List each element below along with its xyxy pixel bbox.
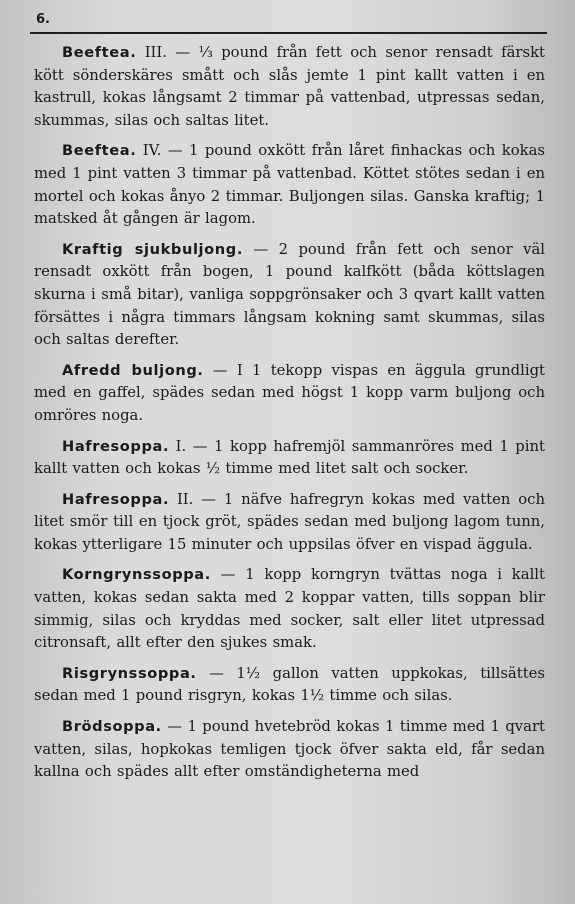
recipe-text: III. — ⅓ pound från fett och senor rensadt färskt kött sönderskäres smått och slås jemte 1 pint kallt vatten i en kastrull, kokas långsamt 2 timmar på vattenbad, utpressas sedan, skummas, silas och saltas litet. (34, 44, 545, 129)
recipe-paragraph (34, 489, 545, 557)
recipe-paragraph (34, 140, 545, 230)
recipe-text: II. — 1 näfve hafregryn kokas med vatten och litet smör till en tjock gröt, spädes sedan med buljong lagom tunn, kokas ytterligare 15 minuter och uppsilas öfver en vispad äggula. (34, 490, 545, 553)
recipe-paragraph (34, 42, 545, 132)
recipe-title: Beeftea. (62, 44, 137, 61)
recipe-paragraph (34, 360, 545, 428)
recipe-title: Kraftig sjukbuljong. (62, 240, 243, 258)
recipe-text: I. — 1 kopp hafremjöl sammanröres med 1 pint kallt vatten och kokas ½ timme med litet salt och socker. (34, 437, 545, 478)
recipe-title: Korngrynssoppa. (62, 566, 211, 584)
recipe-paragraph (34, 716, 545, 784)
recipe-title: Beeftea. (62, 142, 137, 160)
recipe-text: — I 1 tekopp vispas en äggula grundligt med en gaffel, spädes sedan med högst 1 kopp varm buljong och omröres noga. (34, 361, 545, 424)
recipe-text: — 1 pound hvetebröd kokas 1 timme med 1 qvart vatten, silas, hopkokas temligen tjock öfver sakta eld, får sedan kallna och spädes allt efter omständigheterna med (34, 718, 545, 781)
header-rule (30, 32, 547, 34)
recipe-title: Hafresoppa. (62, 490, 170, 508)
recipe-text: — 1½ gallon vatten uppkokas, tillsättes sedan med 1 pound risgryn, kokas 1½ timme och silas. (34, 664, 545, 705)
recipe-title: Brödsoppa. (62, 718, 162, 736)
recipe-title: Risgrynssoppa. (62, 664, 197, 682)
recipe-paragraph (34, 436, 545, 481)
recipe-text: — 2 pound från fett och senor väl rensadt oxkött från bogen, 1 pound kalfkött (båda köttslagen skurna i små bitar), vanliga soppgrönsaker och 3 qvart kallt vatten försättes i några timmars långsam kokning samt skummas, silas och saltas derefter. (34, 240, 545, 349)
recipe-text: — 1 kopp korngryn tvättas noga i kallt vatten, kokas sedan sakta med 2 koppar vatten, tills soppan blir simmig, silas och kryddas med socker, salt eller litet utpressad citronsaft, allt efter den sjukes smak. (34, 566, 545, 652)
recipe-title: Hafresoppa. (62, 437, 170, 455)
recipe-list (34, 42, 545, 784)
page-number: 6. (36, 12, 50, 27)
recipe-title: Afredd buljong. (62, 361, 204, 379)
recipe-text: IV. — 1 pound oxkött från låret finhackas och kokas med 1 pint vatten 3 timmar på vattenbad. Köttet stötes sedan i en mortel och kokas ånyo 2 timmar. Buljongen silas. Ganska kraftig; 1 matsked åt gången är lagom. (34, 142, 545, 228)
recipe-paragraph (34, 564, 545, 654)
recipe-paragraph (34, 239, 545, 352)
recipe-paragraph (34, 663, 545, 708)
